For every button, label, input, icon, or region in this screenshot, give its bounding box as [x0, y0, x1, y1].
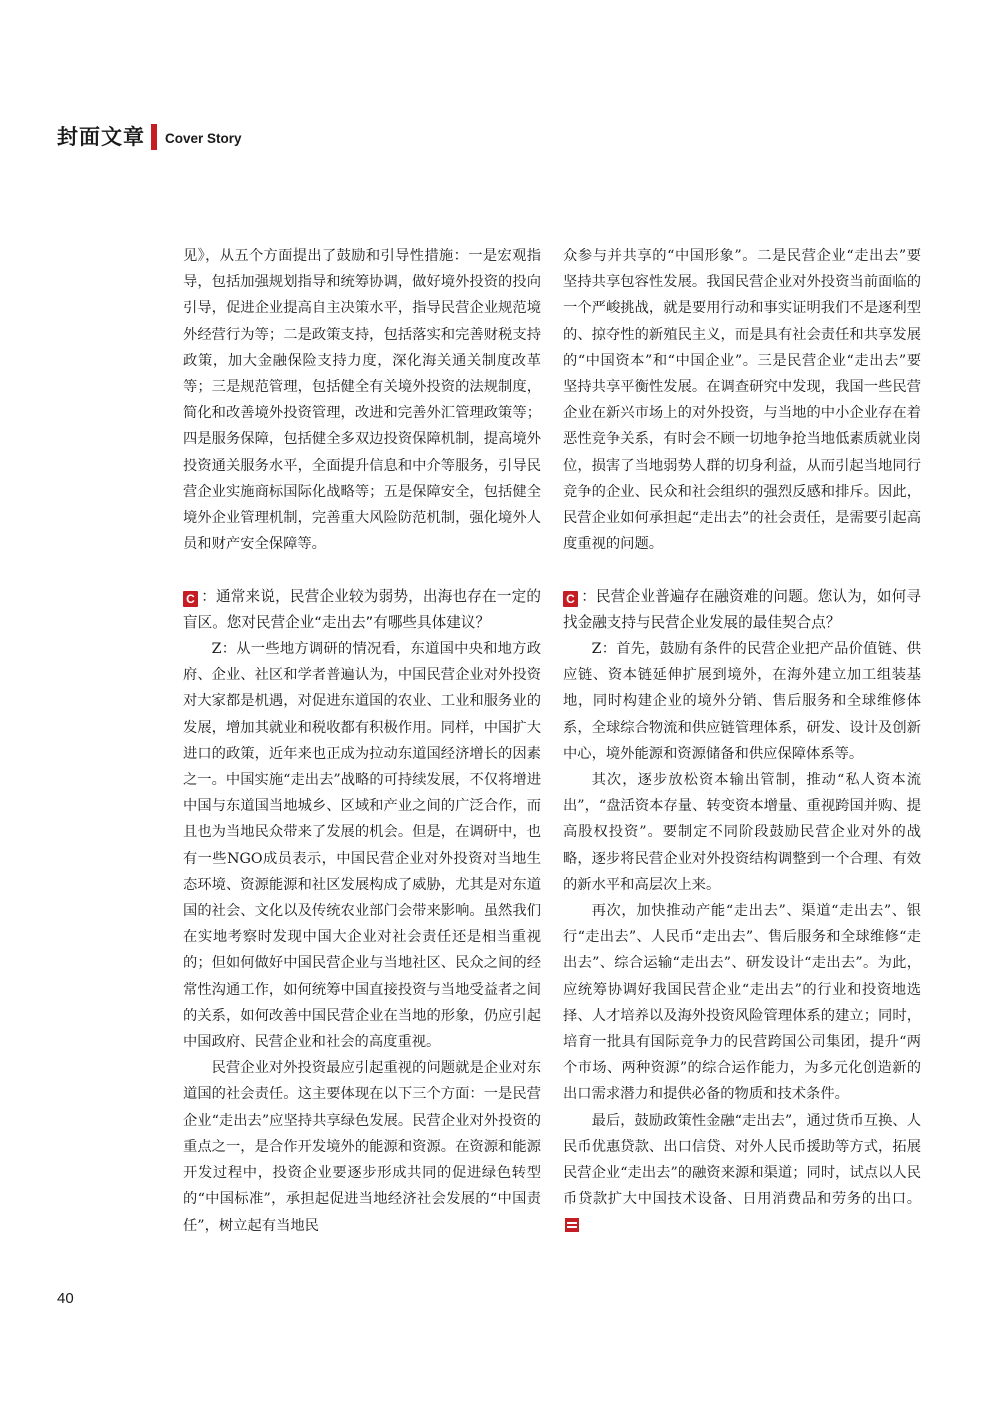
- question-c-icon: C: [183, 591, 198, 607]
- question: [183, 584, 541, 636]
- section-header: [57, 120, 242, 150]
- paragraph: 再次，加快推动产能“走出去”、渠道“走出去”、银行“走出去”、人民币“走出去”、售后服务和全球维修“走出去”、综合运输“走出去”、研发设计“走出去”。为此，应统筹协调好我国民营企业“走出去”的行业和投资地选择、人才培养以及海外投资风险管理体系的建立；同时，培育一批具有国际竞争力的民营跨国公司集团，提升“两个市场、两种资源”的综合运作能力，为多元化创造新的出口需求潜力和提供必备的物质和技术条件。: [563, 903, 921, 1103]
- section-title-zh: 封面文章: [57, 125, 145, 149]
- question-text: ：通常来说，民营企业较为弱势，出海也存在一定的盲区。您对民营企业“走出去”有哪些具体建议？: [183, 587, 541, 631]
- paragraph: 民营企业对外投资最应引起重视的问题就是企业对东道国的社会责任。这主要体现在以下三个方面：一是民营企业“走出去”应坚持共享绿色发展。民营企业对外投资的重点之一，是合作开发境外的能源和资源。在资源和能源开发过程中，投资企业要逐步形成共同的促进绿色转型的“中国标准”，承担起促进当地经济社会发展的“中国责任”，树立起有当地民: [183, 1060, 541, 1234]
- article-end-icon: [565, 1218, 579, 1232]
- page-number: 40: [57, 1290, 74, 1307]
- final-paragraph-text: 最后，鼓励政策性金融“走出去”，通过货币互换、人民币优惠贷款、出口信贷、对外人民币援助等方式，拓展民营企业“走出去”的融资来源和渠道；同时，试点以人民币贷款扩大中国技术设备、日用消费品和劳务的出口。: [563, 1112, 921, 1208]
- answer-paragraph: Z：从一些地方调研的情况看，东道国中央和地方政府、企业、社区和学者普遍认为，中国民营企业对外投资对大家都是机遇，对促进东道国的农业、工业和服务业的发展，增加其就业和税收都有积极作用。同样，中国扩大进口的政策，近年来也正成为拉动东道国经济增长的因素之一。中国实施“走出去”战略的可持续发展，不仅将增进中国与东道国当地城乡、区域和产业之间的广泛合作，而且也为当地民众带来了发展的机会。但是，在调研中，也有一些NGO成员表示，中国民营企业对外投资对当地生态环境、资源能源和社区发展构成了威胁，尤其是对东道国的社会、文化以及传统农业部门会带来影响。虽然我们在实地考察时发现中国大企业对社会责任还是相当重视的；但如何做好中国民营企业与当地社区、民众之间的经常性沟通工作，如何统筹中国直接投资与当地受益者之间的关系，如何改善中国民营企业在当地的形象，仍应引起中国政府、民营企业和社会的高度重视。: [183, 641, 541, 1051]
- paragraph: [563, 1108, 921, 1239]
- right-column: [563, 243, 921, 1239]
- section-title-en: Cover Story: [165, 131, 242, 146]
- section-divider-bar: [151, 124, 157, 150]
- paragraph: 众参与并共享的“中国形象”。二是民营企业“走出去”要坚持共享包容性发展。我国民营企业对外投资当前面临的一个严峻挑战，就是要用行动和事实证明我们不是逐利型的、掠夺性的新殖民主义，而是具有社会责任和共享发展的“中国资本”和“中国企业”。三是民营企业“走出去”要坚持共享平衡性发展。在调查研究中发现，我国一些民营企业在新兴市场上的对外投资，与当地的中小企业存在着恶性竞争关系，有时会不顾一切地争抢当地低素质就业岗位，损害了当地弱势人群的切身利益，从而引起当地同行竞争的企业、民众和社会组织的强烈反感和排斥。因此，民营企业如何承担起“走出去”的社会责任，是需要引起高度重视的问题。: [563, 248, 921, 553]
- answer-paragraph: Z：首先，鼓励有条件的民营企业把产品价值链、供应链、资本链延伸扩展到境外，在海外建立加工组装基地，同时构建企业的境外分销、售后服务和全球维修体系，全球综合物流和供应链管理体系，研发、设计及创新中心，境外能源和资源储备和供应保障体系等。: [563, 641, 921, 762]
- paragraph: 其次，逐步放松资本输出管制，推动“私人资本流出”，“盘活资本存量、转变资本增量、重视跨国并购、提高股权投资”。要制定不同阶段鼓励民营企业对外的战略，逐步将民营企业对外投资结构调整到一个合理、有效的新水平和高层次上来。: [563, 772, 921, 893]
- question-c-icon: C: [563, 591, 578, 607]
- question-text: ：民营企业普遍存在融资难的问题。您认为，如何寻找金融支持与民营企业发展的最佳契合点？: [563, 587, 921, 631]
- left-column: [183, 243, 541, 1239]
- question: [563, 584, 921, 636]
- paragraph: 见》，从五个方面提出了鼓励和引导性措施：一是宏观指导，包括加强规划指导和统筹协调，做好境外投资的投向引导，促进企业提高自主决策水平，指导民营企业规范境外经营行为等；二是政策支持，包括落实和完善财税支持政策，加大金融保险支持力度，深化海关通关制度改革等；三是规范管理，包括健全有关境外投资的法规制度，简化和改善境外投资管理，改进和完善外汇管理政策等；四是服务保障，包括健全多双边投资保障机制，提高境外投资通关服务水平，全面提升信息和中介等服务，引导民营企业实施商标国际化战略等；五是保障安全，包括健全境外企业管理机制，完善重大风险防范机制，强化境外人员和财产安全保障等。: [183, 248, 541, 553]
